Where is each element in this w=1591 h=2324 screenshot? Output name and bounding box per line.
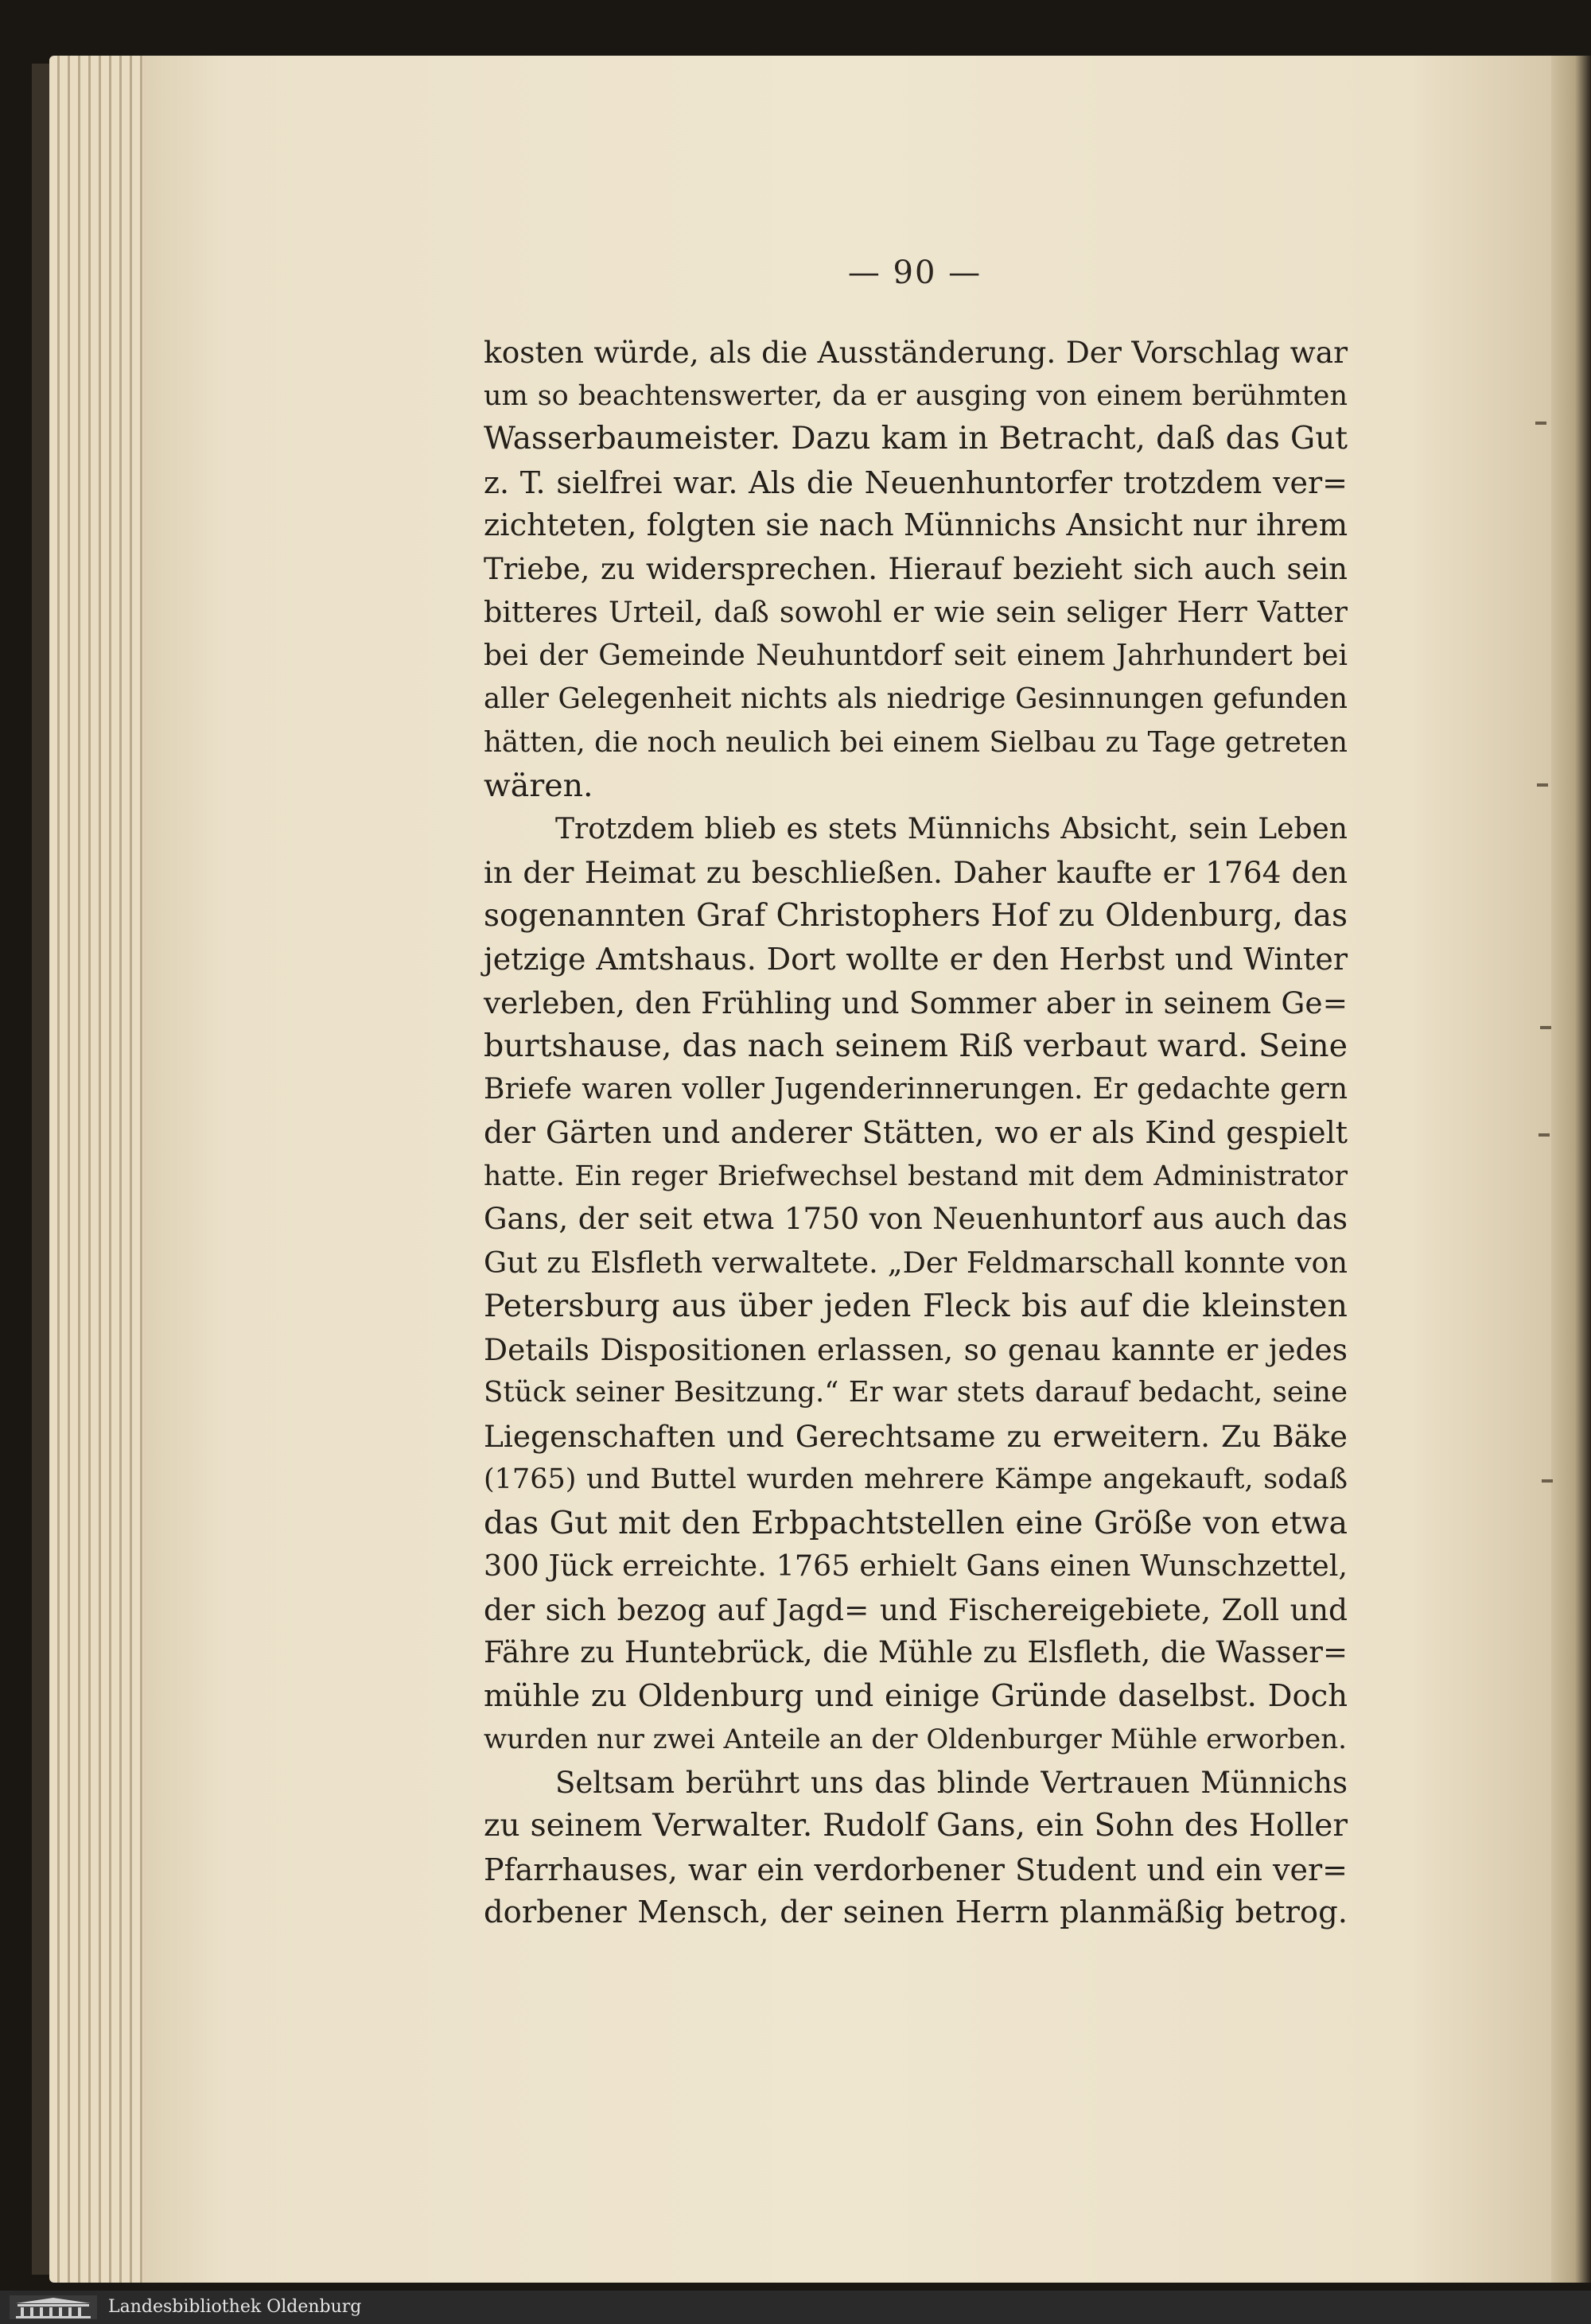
text-line: in der Heimat zu beschließen. Daher kaufte er 1764 den bbox=[484, 855, 1348, 890]
margin-mark bbox=[1542, 1479, 1553, 1483]
text-line: kosten würde, als die Ausständerung. Der Vorschlag war bbox=[484, 335, 1348, 370]
text-line: wurden nur zwei Anteile an der Oldenburger Mühle erworben. bbox=[484, 1724, 1347, 1755]
text-line: der sich bezog auf Jagd= und Fischereigebiete, Zoll und bbox=[484, 1591, 1348, 1627]
text-line: das Gut mit den Erbpachtstellen eine Größe von etwa bbox=[484, 1504, 1348, 1541]
text-line: Petersburg aus über jeden Fleck bis auf die kleinsten bbox=[484, 1288, 1348, 1324]
text-line: dorbener Mensch, der seinen Herrn planmäßig betrog. bbox=[484, 1895, 1348, 1930]
margin-mark bbox=[1540, 1026, 1551, 1029]
text-line: Gut zu Elsfleth verwaltete. „Der Feldmarschall konnte von bbox=[484, 1245, 1348, 1280]
page-number: — 90 — bbox=[847, 255, 982, 291]
margin-mark bbox=[1535, 422, 1546, 425]
text-line: Fähre zu Huntebrück, die Mühle zu Elsfleth, die Wasser= bbox=[484, 1635, 1348, 1669]
text-line: hatte. Ein reger Briefwechsel bestand mit dem Administrator bbox=[484, 1160, 1348, 1192]
text-line: z. T. sielfrei war. Als die Neuenhuntorfer trotzdem ver= bbox=[484, 464, 1348, 500]
text-line: sogenannten Graf Christophers Hof zu Oldenburg, das bbox=[484, 897, 1348, 934]
text-line: wären. bbox=[484, 768, 593, 804]
margin-mark bbox=[1537, 783, 1548, 787]
text-line: bei der Gemeinde Neuhuntdorf seit einem Jahrhundert bei bbox=[484, 639, 1348, 672]
text-line: Triebe, zu widersprechen. Hierauf bezieht sich auch sein bbox=[484, 551, 1348, 586]
text-line: Seltsam berührt uns das blinde Vertrauen Münnichs bbox=[555, 1765, 1348, 1800]
body-text bbox=[484, 331, 1348, 1935]
text-line: Pfarrhauses, war ein verdorbener Student und ein ver= bbox=[484, 1852, 1348, 1887]
text-line: zichteten, folgten sie nach Münnichs Ansicht nur ihrem bbox=[484, 507, 1348, 543]
page-right-edge bbox=[1551, 56, 1591, 2283]
text-line: um so beachtenswerter, da er ausging von einem berühmten bbox=[484, 379, 1348, 412]
text-line: hätten, die noch neulich bei einem Sielbau zu Tage getreten bbox=[484, 725, 1348, 759]
library-building-icon bbox=[10, 2295, 97, 2319]
text-line: der Gärten und anderer Stätten, wo er als Kind gespielt bbox=[484, 1115, 1348, 1150]
text-line: 300 Jück erreichte. 1765 erhielt Gans einen Wunschzettel, bbox=[484, 1549, 1348, 1583]
library-name: Landesbibliothek Oldenburg bbox=[108, 2297, 362, 2317]
text-line: Details Dispositionen erlassen, so genau kannte er jedes bbox=[484, 1331, 1348, 1367]
text-line: Liegenschaften und Gerechtsame zu erweitern. Zu Bäke bbox=[484, 1418, 1348, 1454]
text-line: Wasserbaumeister. Dazu kam in Betracht, daß das Gut bbox=[484, 421, 1348, 457]
text-line: Trotzdem blieb es stets Münnichs Absicht, sein Leben bbox=[555, 812, 1348, 845]
text-line: Gans, der seit etwa 1750 von Neuenhuntorf aus auch das bbox=[484, 1202, 1348, 1236]
text-line: zu seinem Verwalter. Rudolf Gans, ein Sohn des Holler bbox=[484, 1808, 1348, 1844]
text-line: burtshause, das nach seinem Riß verbaut ward. Seine bbox=[484, 1028, 1348, 1064]
text-line: bitteres Urteil, daß sowohl er wie sein seliger Herr Vatter bbox=[484, 595, 1348, 629]
text-line: Briefe waren voller Jugenderinnerungen. Er gedachte gern bbox=[484, 1072, 1348, 1106]
text-line: jetzige Amtshaus. Dort wollte er den Herbst und Winter bbox=[484, 942, 1348, 977]
margin-mark bbox=[1538, 1133, 1550, 1137]
text-line: (1765) und Buttel wurden mehrere Kämpe angekauft, sodaß bbox=[484, 1463, 1348, 1495]
text-line: mühle zu Oldenburg und einige Gründe daselbst. Doch bbox=[484, 1677, 1348, 1714]
text-line: aller Gelegenheit nichts als niedrige Gesinnungen gefunden bbox=[484, 682, 1348, 715]
text-line: verleben, den Frühling und Sommer aber in seinem Ge= bbox=[484, 985, 1348, 1020]
footer-bar bbox=[0, 2291, 1591, 2324]
text-line: Stück seiner Besitzung.“ Er war stets darauf bedacht, seine bbox=[484, 1376, 1348, 1409]
